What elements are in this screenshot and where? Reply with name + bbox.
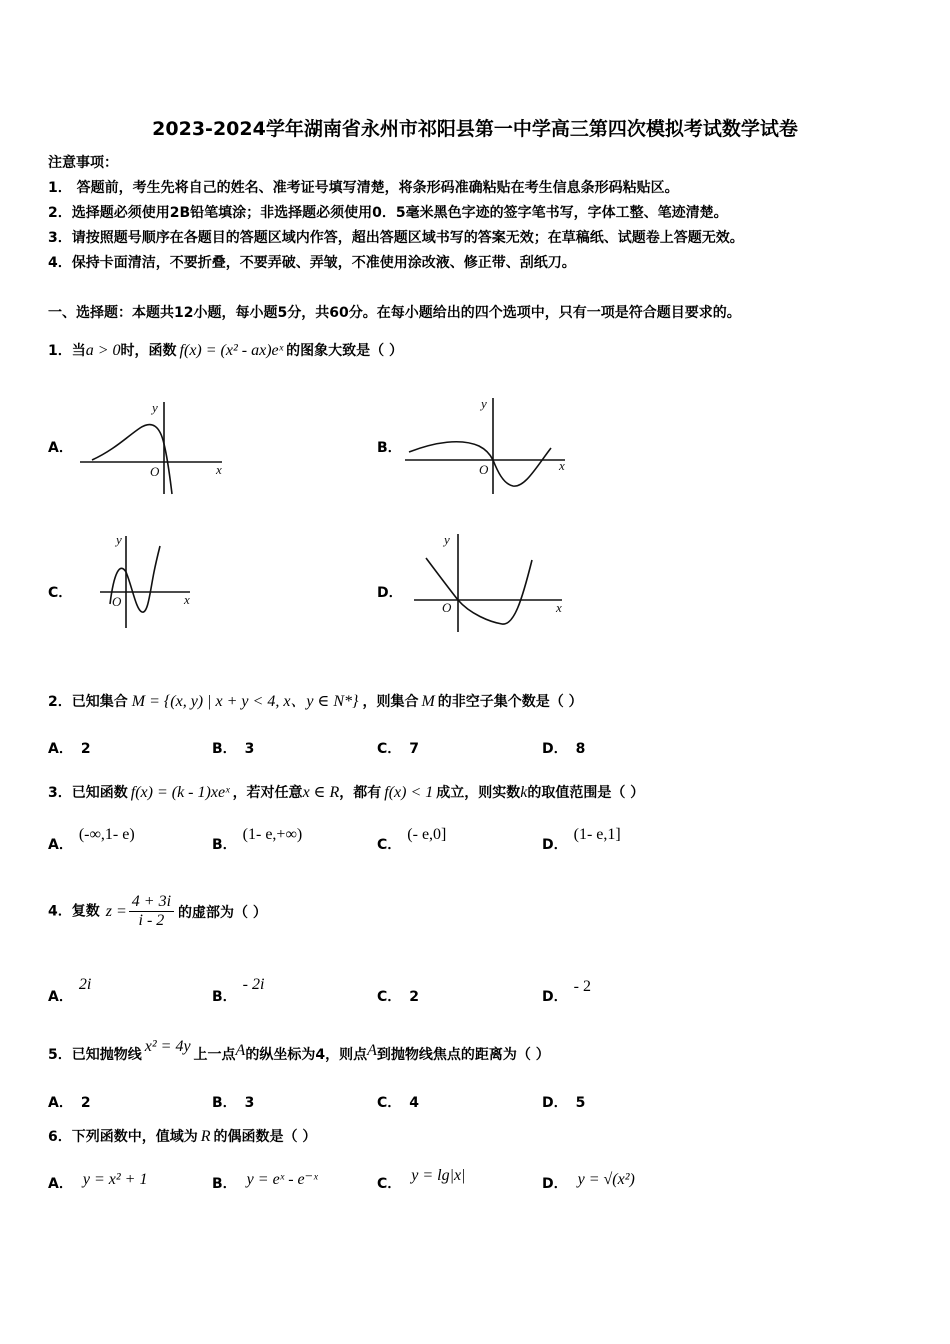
option-d[interactable]: D．(1- e,1]	[542, 826, 621, 853]
question-1: 1．当a > 0时，函数 f(x) = (x² - ax)eˣ 的图象大致是（ ）	[48, 342, 404, 359]
option-b[interactable]: B． y = eˣ - e⁻ˣ	[212, 1171, 318, 1192]
graph-option-b	[405, 394, 570, 499]
section-heading: 一、选择题：本题共12小题，每小题5分，共60分。在每小题给出的四个选项中，只有一项是符合题目要求的。	[48, 305, 741, 321]
fraction: $\frac{4 + 3i}{i - 2}$	[129, 893, 174, 930]
option-d[interactable]: D． y = √(x²)	[542, 1171, 635, 1192]
option-d[interactable]: D． 8	[542, 741, 586, 757]
x-axis-label: x	[216, 462, 222, 477]
option-b[interactable]: B． 3	[212, 741, 255, 757]
formula: a > 0	[85, 342, 121, 359]
question-6: 6．下列函数中，值域为 R 的偶函数是（ ）	[48, 1128, 317, 1145]
y-axis-label: y	[444, 532, 450, 547]
notice-item: 4．保持卡面清洁，不要折叠，不要弄破、弄皱，不准使用涂改液、修正带、刮纸刀。	[48, 255, 576, 271]
formula: z =	[105, 902, 127, 920]
option-b[interactable]: B．- 2i	[212, 976, 265, 1005]
option-b[interactable]: B．(1- e,+∞)	[212, 826, 303, 853]
formula: f(x) = (x² - ax)eˣ	[179, 342, 284, 359]
graph-option-a	[80, 398, 230, 498]
option-c[interactable]: C． 4	[377, 1095, 420, 1111]
notice-item: 2．选择题必须使用2B铅笔填涂；非选择题必须使用0．5毫米黑色字迹的签字笔书写，字体工整、笔迹清楚。	[48, 205, 728, 221]
formula: M = {(x, y) | x + y < 4, x、y ∈ N*}	[131, 693, 359, 710]
option-c[interactable]: C． 7	[377, 741, 420, 757]
option-b[interactable]: B． 3	[212, 1095, 255, 1111]
y-axis-label: y	[152, 400, 158, 415]
x-axis-label: x	[559, 458, 565, 473]
question-3: 3．已知函数 f(x) = (k - 1)xeˣ ，若对任意x ∈ R，都有 f(x) < 1 成立，则实数k的取值范围是（ ）	[48, 784, 645, 801]
option-d[interactable]: D． 5	[542, 1095, 586, 1111]
option-label: D．	[377, 585, 403, 601]
option-label: C．	[48, 585, 73, 601]
graph-option-c	[98, 532, 198, 632]
notice-heading: 注意事项：	[48, 155, 118, 171]
option-d[interactable]: D．- 2	[542, 978, 591, 1005]
option-label: B．	[377, 440, 402, 456]
option-c[interactable]: C． y = lg|x|	[377, 1167, 466, 1192]
question-2: 2．已知集合 M = {(x, y) | x + y < 4, x、y ∈ N*} ，则集合 M 的非空子集个数是（ ）	[48, 693, 583, 710]
y-axis-label: y	[116, 532, 122, 547]
option-a[interactable]: A． 2	[48, 1095, 91, 1111]
y-axis-label: y	[481, 396, 487, 411]
option-a[interactable]: A．2i	[48, 976, 92, 1005]
option-c[interactable]: C．(- e,0]	[377, 826, 447, 853]
origin-label: O	[150, 464, 160, 479]
origin-label: O	[112, 594, 122, 609]
question-4: 4．复数 z = $\frac{4 + 3i}{i - 2}$ 的虚部为（ ）	[48, 893, 267, 929]
x-axis-label: x	[556, 600, 562, 615]
formula: f(x) < 1	[384, 784, 434, 801]
option-c[interactable]: C． 2	[377, 989, 420, 1005]
notice-item: 1． 答题前，考生先将自己的姓名、准考证号填写清楚，将条形码准确粘贴在考生信息条形码粘贴区。	[48, 180, 679, 196]
formula: f(x) = (k - 1)xeˣ	[130, 784, 230, 801]
curve	[92, 425, 172, 494]
x-axis-label: x	[184, 592, 190, 607]
graph-option-d	[410, 530, 570, 635]
question-5: 5．已知抛物线 x² = 4y 上一点A的纵坐标为4，则点A到抛物线焦点的距离为（ ）	[48, 1038, 550, 1063]
origin-label: O	[479, 462, 489, 477]
option-label: A．	[48, 440, 73, 456]
page-title: 2023-2024学年湖南省永州市祁阳县第一中学高三第四次模拟考试数学试卷	[152, 118, 798, 140]
notice-item: 3．请按照题号顺序在各题目的答题区域内作答，超出答题区域书写的答案无效；在草稿纸、试题卷上答题无效。	[48, 230, 744, 246]
option-a[interactable]: A． y = x² + 1	[48, 1171, 148, 1192]
option-a[interactable]: A． 2	[48, 741, 91, 757]
formula: x² = 4y	[144, 1038, 191, 1055]
origin-label: O	[442, 600, 452, 615]
formula: x ∈ R	[302, 784, 340, 801]
option-a[interactable]: A．(-∞,1- e)	[48, 826, 135, 853]
